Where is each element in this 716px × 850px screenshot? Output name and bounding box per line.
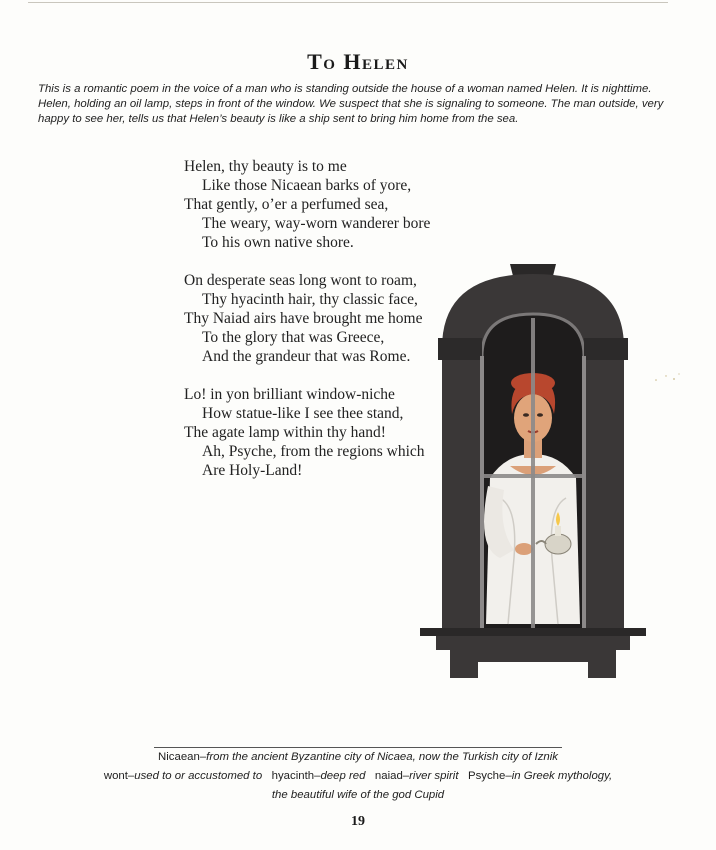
poem-line: Thy hyacinth hair, thy classic face, <box>202 291 418 308</box>
poem-line: Like those Nicaean barks of yore, <box>202 177 412 194</box>
poem-line: On desperate seas long wont to roam, <box>184 272 417 289</box>
footnote-definition: in Greek mythology, <box>511 770 613 782</box>
footnote-term: wont <box>103 770 128 782</box>
footnote-entry-nicaean: Nicaean–from the ancient Byzantine city of Nicaea, now the Turkish city of Iznik <box>154 747 562 767</box>
stanza-3 <box>184 385 454 480</box>
poem-line: And the grandeur that was Rome. <box>202 348 411 365</box>
footnote-term: Nicaean <box>158 751 200 763</box>
glossary-footnote: Nicaean–from the ancient Byzantine city of Nicaea, now the Turkish city of Iznik wont–used to or accustomed to hyacinth–deep red naiad–river spirit Psyche–in Greek mythology, the beautiful wife of the god Cupid <box>40 747 676 805</box>
poem-line: The weary, way-worn wanderer bore <box>202 215 431 232</box>
footnote-definition: used to or accustomed to <box>134 770 263 782</box>
left-capital <box>438 338 482 360</box>
footnote-term: naiad <box>374 770 403 782</box>
top-rule <box>28 2 668 3</box>
window-sash-bar <box>482 474 584 478</box>
poem-line: Helen, thy beauty is to me <box>184 158 347 175</box>
poem-line: Lo! in yon brilliant window-niche <box>184 386 395 403</box>
footnote-definition: the beautiful wife of the god Cupid <box>271 789 445 801</box>
right-capital <box>584 338 628 360</box>
footnote-definition: river spirit <box>409 770 459 782</box>
poem-line: To his own native shore. <box>202 234 354 251</box>
window-base <box>436 636 630 678</box>
poem-line: Are Holy-Land! <box>202 462 303 479</box>
footnote-definition: from the ancient Byzantine city of Nicaea, now the Turkish city of Iznik <box>206 751 558 763</box>
footnote-term: hyacinth <box>271 770 315 782</box>
poem-title: To Helen <box>307 49 409 74</box>
poem-line: To the glory that was Greece, <box>202 329 385 346</box>
page-number: 19 <box>351 814 365 829</box>
poem-body <box>184 157 454 499</box>
poem-line: Thy Naiad airs have brought me home <box>184 310 423 327</box>
window-illustration <box>418 258 648 688</box>
window-sill <box>420 628 646 636</box>
poem-line: That gently, o’er a perfumed sea, <box>184 196 389 213</box>
poem-line: How statue-like I see thee stand, <box>202 405 404 422</box>
paper-speck <box>652 370 682 384</box>
stanza-1 <box>184 157 454 252</box>
footnote-term: Psyche <box>468 770 506 782</box>
poem-line: Ah, Psyche, from the regions which <box>202 443 425 460</box>
footnote-definition: deep red <box>320 770 366 782</box>
intro-paragraph: This is a romantic poem in the voice of a man who is standing outside the house of a woman named Helen. It is nighttime. Helen, holding an oil lamp, steps in front of the window. We suspect that she is signaling to someone. The man outside, very happy to see her, tells us that Helen’s beauty is like a ship sent to bring him home from the sea. <box>38 83 664 125</box>
stanza-2 <box>184 271 454 366</box>
poem-line: The agate lamp within thy hand! <box>184 424 386 441</box>
